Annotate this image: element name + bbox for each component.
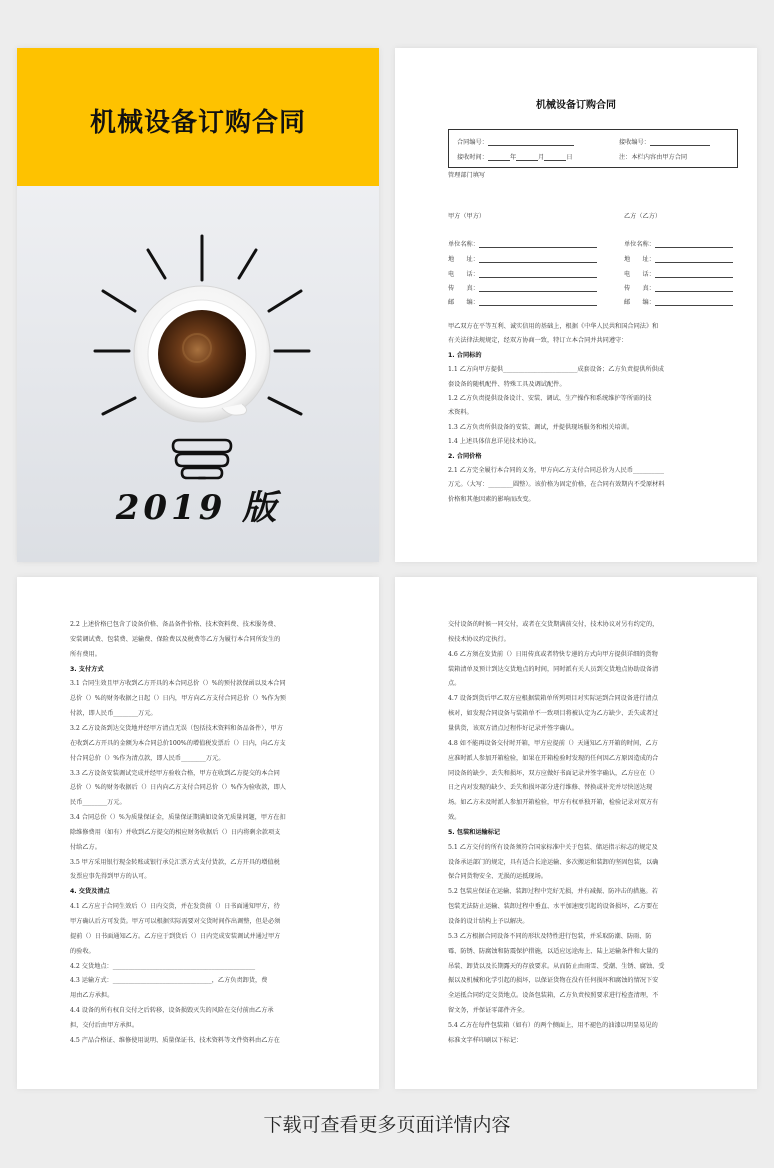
party-a-field-label: 地 址： [448, 256, 479, 263]
body-line: 应准时派人参加开箱检验，如果在开箱检验时发现的任何因乙方原因造成的合 [448, 754, 659, 762]
body-line: 用由乙方承担。 [70, 992, 114, 1000]
body-line: 1.1 乙方向甲方提供________________________成套设备；乙方负责提供所供成 [448, 366, 664, 374]
body-line: 万元。（大写：________圆整）。该价格为固定价格，在合同有效期内不受原材料 [448, 481, 665, 489]
registration-note-cont: 管理部门填写 [448, 172, 486, 179]
body-line: 所有费用。 [70, 650, 101, 658]
body-line: 术资料。 [448, 409, 473, 417]
body-line: 2.1 乙方完全履行本合同的义务，甲方向乙方支付合同总价为人民币__________ [448, 467, 664, 474]
body-line: 除维修费用（如有）并收到乙方提交的相应财务收据后（）日内将剩余款项支 [70, 828, 281, 836]
party-b-field-label: 传 真： [624, 285, 655, 292]
body-line: 2.2 上述价格已包含了设备价格、备品备件价格、技术资料费、技术服务费、 [70, 621, 280, 628]
body-line: 装箱清单及预计到达交货地点的时间，同时派有关人员到交货地点协助设备清 [448, 665, 659, 673]
body-line: 1.3 乙方负责所供设备的安装、调试，并提供现场服务和相关培训。 [448, 423, 634, 431]
document-title: 机械设备订购合同 [536, 100, 616, 111]
coffee [158, 310, 246, 398]
body-line: 设备承运部门的规定，具有适合长途运输、多次搬运和装卸的坚固包装，以确 [448, 858, 659, 866]
body-line: 核对，如发现合同设备与装箱单不一致项目将被认定为乙方缺少、丢失或者过 [448, 710, 659, 718]
body-line: 4.4 设备的所有权自交付之后转移，设备损毁灭失的风险在交付前由乙方承 [70, 1007, 274, 1015]
body-line: 5.2 包装应保证在运输、装卸过程中完好无损，并有减振、防冲击的措施。若 [448, 888, 658, 896]
body-line: 有关法律法规规定，经双方协商一致，特订立本合同并共同遵守： [448, 337, 628, 345]
body-line: 甲乙双方在平等互利、诚实信用的基础上，根据《中华人民共和国合同法》和 [448, 323, 659, 330]
body-line: 付合同总价（）%作为清点款，即人民币________万元。 [70, 754, 225, 762]
contract-page-3 [395, 577, 757, 1089]
party-a-field-label: 单位名称： [448, 241, 479, 248]
body-line: 在收到乙方开具的金额为本合同总价100%的增值税发票后（）日内，向乙方支 [70, 739, 286, 747]
body-line: 4.1 乙方应于合同生效后（）日内交货，并在发货前（）日书面通知甲方，待 [70, 903, 280, 911]
section-heading: 1. 合同标的 [448, 351, 482, 359]
body-line: 的验收。 [70, 947, 95, 955]
body-line: 4.2 交货地点：______________________________________________ [70, 962, 256, 970]
body-line: 交付设备的时候一同交付，或者在交货期满前交付，技术协议对另有约定的， [448, 621, 659, 628]
cover-title: 机械设备订购合同 [89, 108, 306, 138]
body-line: 留文务，并保证零部件齐全。 [448, 1007, 529, 1015]
body-line: 全运抵合同约定交货地点。设备包装箱，乙方负责按照要求进行检查清理，不 [448, 992, 659, 1000]
body-line: 量供货，该双方清点过程作好记录并签字确认。 [448, 724, 578, 732]
body-line: 设备的设计结构上予以解决。 [448, 918, 529, 925]
body-line: 3.3 乙方设备安装调试完成并经甲方验收合格，甲方在收到乙方提交的本合同 [70, 769, 280, 777]
body-line: 霉、防锈、防腐蚀和防震保护措施，以适应远途海上、陆上运输条件和大量的 [448, 947, 659, 955]
cover-year: 2019 版 [115, 488, 281, 528]
party-a-field-label: 电 话： [448, 271, 479, 278]
body-line: 价格和其他因素的影响而改变。 [448, 495, 535, 503]
body-line: 保合同货物安全、无损的运抵现场。 [448, 873, 547, 881]
body-line: 效。 [448, 814, 461, 822]
registration-note: 注：本栏内容由甲方合同 [619, 154, 688, 161]
body-line: 包装无法防止运输、装卸过程中垂直、水平加速度引起的设备损坏，乙方要在 [448, 903, 659, 911]
body-line: 3.4 合同总价（）%为质量保证金，质量保证期满如设备无质量问题，甲方在扣 [70, 814, 286, 822]
contract-page-2 [17, 577, 379, 1089]
party-b-field-label: 单位名称： [624, 241, 655, 248]
body-line: 同设备的缺少、丢失和损坏，双方应做好书面记录并签字确认，乙方应在（） [448, 769, 659, 777]
body-line: 场。如乙方未及时派人参加开箱检验，甲方有权单独开箱，检验记录对双方有 [448, 799, 659, 807]
body-line: 民币________万元。 [70, 799, 126, 807]
body-line: 担，交付后由甲方承担。 [70, 1021, 139, 1029]
body-line: 4.5 产品合格证、维修使用说明、质量保证书、技术资料等文件资料由乙方在 [70, 1036, 280, 1044]
body-line: 4.6 乙方须在发货前（）日用传真或者特快专递的方式向甲方提供详细的货物 [448, 650, 658, 658]
body-line: 按技术协议约定执行。 [448, 635, 510, 643]
body-line: 点。 [448, 680, 461, 688]
cover-page [17, 48, 379, 562]
body-line: 3.1 合同生效且甲方收到乙方开具的本合同总价（）%的预付款保函以及本合同 [70, 680, 286, 688]
registration-box [448, 129, 738, 168]
body-line: 付给乙方。 [70, 843, 101, 851]
body-line: 5.1 乙方交付的所有设备须符合国家标准中关于包装、储运指示标志的规定及 [448, 843, 658, 851]
download-more-caption: 下载可查看更多页面详情内容 [263, 1114, 511, 1136]
contract-page-1 [395, 48, 757, 562]
body-line: 4.7 设备到货后甲乙双方应根据装箱单所列项目对实际运到合同设备进行清点 [448, 695, 658, 703]
party-a-field-label: 邮 编： [448, 299, 479, 306]
body-line: 总价（）%的财务收据后（）日内向乙方支付合同总价（）%作为验收款，即人 [70, 784, 286, 792]
body-line: 甲方确认后方可发货。甲方可以根据实际需要对交货时间作出调整，但是必须 [70, 918, 281, 925]
body-line: 4.8 如不能再设备交付时开箱，甲方应提前（）天通知乙方开箱的时间，乙方 [448, 739, 658, 747]
body-line: 付款，即人民币________万元。 [70, 710, 157, 718]
party-b-field-label: 邮 编： [624, 299, 655, 306]
receive-number-field: 接收编号： [619, 137, 710, 146]
party-a-field-label: 传 真： [448, 285, 479, 292]
body-line: 3.2 乙方设备到达交货地并经甲方清点无误（包括技术资料和备品备件），甲方 [70, 724, 283, 732]
section-heading: 2. 合同价格 [448, 452, 482, 460]
section-heading: 5. 包装和运输标记 [448, 828, 501, 836]
body-line: 发票应事先得到甲方的认可。 [70, 873, 151, 881]
body-line: 总价（）%的财务收据之日起（）日内，甲方向乙方支付合同总价（）%作为预 [70, 695, 286, 703]
party-b-field-label: 电 话： [624, 271, 655, 278]
body-line: 5.4 乙方在每件包装箱（如有）的两个侧面上，用不褪色的油漆以明显易见的 [448, 1021, 658, 1029]
body-line: 1.4 上述具体信息详见技术协议。 [448, 438, 541, 446]
body-line: 日之内对发现的缺少、丢失和损坏部分进行维修、替换或补充并尽快送达现 [448, 784, 653, 792]
body-line: 3.5 甲方采用银行现金转账或银行承兑汇票方式支付货款，乙方开具的增值税 [70, 858, 280, 866]
body-line: 吊装、卸货以及长期露天的存放要求。从而防止由雨雪、受潮、生锈、腐蚀、受 [448, 962, 665, 970]
bulb-base [173, 440, 231, 478]
contract-number-field: 合同编号： [457, 137, 574, 146]
section-heading: 3. 支付方式 [70, 665, 104, 673]
body-line: 标准文字样印刷以下标记： [448, 1036, 523, 1044]
body-line: 1.2 乙方负责提供设备设计、安装、调试、生产操作和系统维护等所需的技 [448, 395, 652, 402]
section-heading: 4. 交货及清点 [70, 888, 110, 896]
party-b-field-label: 地 址： [624, 256, 655, 263]
body-line: 振以及机械和化学引起的损坏，以保证货物在没有任何损坏和腐蚀的情况下安 [448, 977, 659, 985]
party-a-label: 甲方（甲方） [448, 213, 486, 220]
body-line: 安装调试费、包装费、运输费、保险费以及税费等乙方为履行本合同所发生的 [70, 635, 281, 643]
body-line: 套设备的随机配件、特殊工具及调试配件。 [448, 380, 566, 388]
receive-time-field: 接收时间： 年 月 日 [457, 154, 573, 161]
party-b-label: 乙方（乙方） [624, 213, 662, 220]
body-line: 提前（）日书面通知乙方。乙方应于到货后（）日内完成安装调试并通过甲方 [70, 932, 281, 940]
body-line: 4.3 运输方式：________________________________，乙方负责卸货，费 [70, 977, 268, 985]
body-line: 5.3 乙方根据合同设备不同的形状及特性进行包装，并采取防潮、防雨、防 [448, 932, 652, 940]
